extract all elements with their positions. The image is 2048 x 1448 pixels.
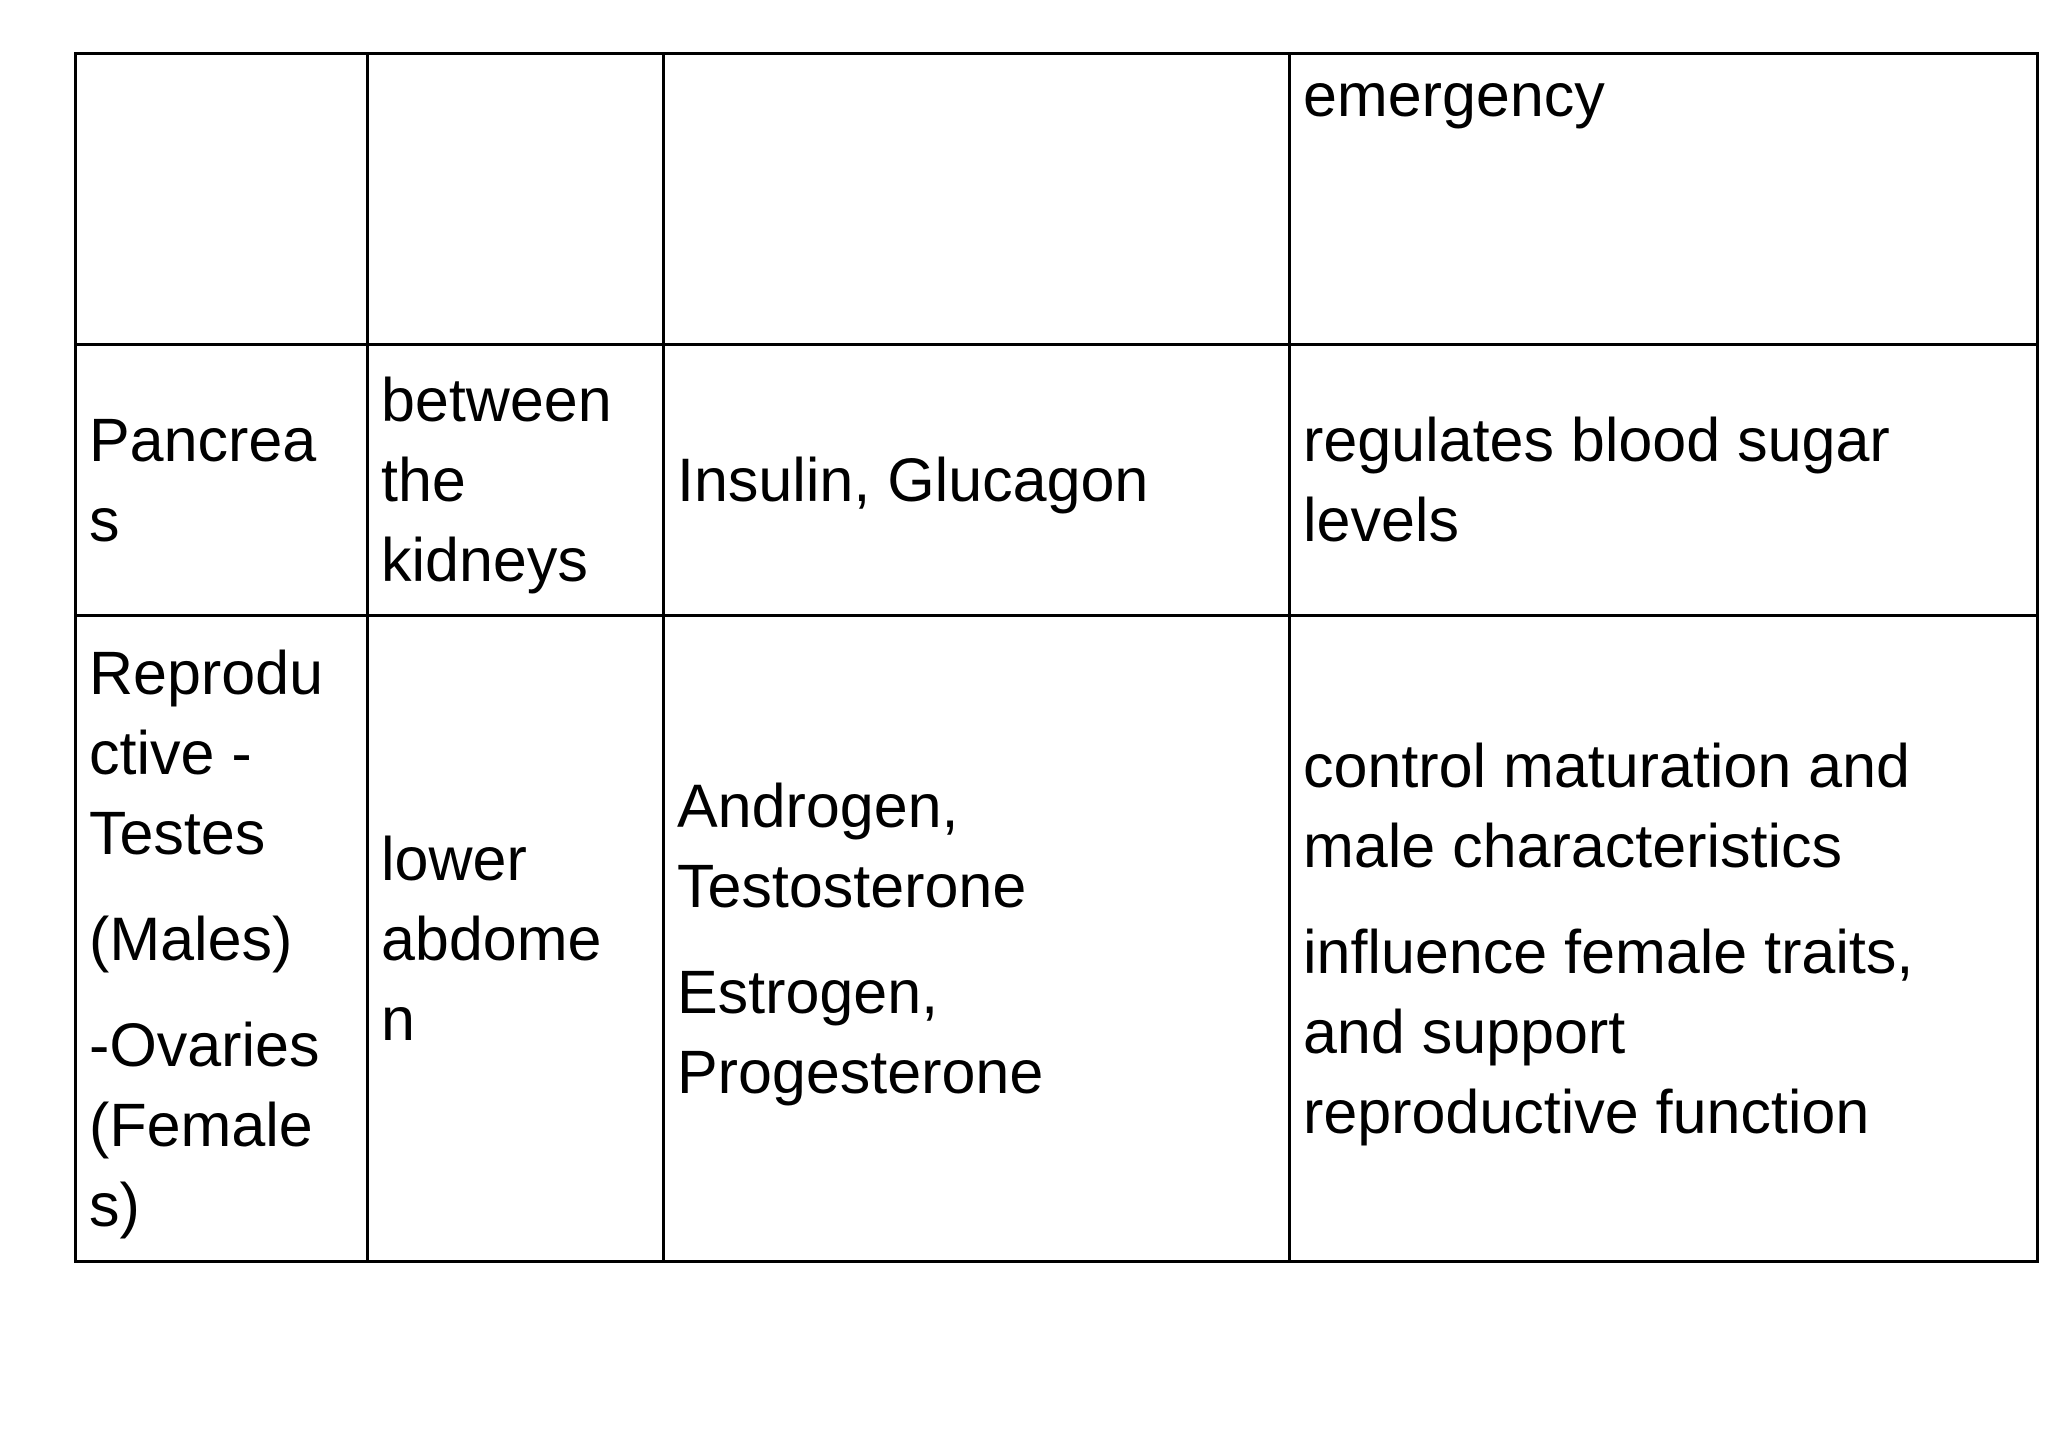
- gland-paragraph: [89, 899, 356, 979]
- hormones-text: Insulin, Glucagon: [677, 446, 1149, 514]
- location-text: kidneys: [381, 526, 588, 594]
- function-text: regulates blood sugar: [1303, 406, 1890, 474]
- hormones-cell: [664, 345, 1290, 616]
- function-cell: [1290, 616, 2038, 1262]
- gland-cell: [76, 616, 368, 1262]
- gland-paragraph: [89, 1005, 356, 1245]
- hormones-cell: [664, 616, 1290, 1262]
- hormones-text: Androgen,: [677, 771, 959, 840]
- gland-text: -Ovaries: [89, 1010, 320, 1079]
- gland-text: ctive -: [89, 718, 252, 787]
- gland-cell: [76, 54, 368, 345]
- hormones-text: Estrogen,: [677, 957, 939, 1026]
- location-text: between: [381, 366, 612, 434]
- function-text: reproductive function: [1303, 1077, 1870, 1146]
- hormones-paragraph: [677, 766, 1278, 926]
- hormones-paragraph: [677, 952, 1278, 1112]
- gland-text: Testes: [89, 798, 266, 867]
- location-cell: [368, 345, 664, 616]
- function-cell: [1290, 54, 2038, 345]
- table-row: [76, 616, 2038, 1262]
- location-text: the: [381, 446, 466, 514]
- function-text: male characteristics: [1303, 811, 1842, 880]
- location-cell: [368, 54, 664, 345]
- hormones-text: Progesterone: [677, 1037, 1044, 1106]
- gland-text: s: [89, 486, 120, 554]
- hormones-text: Testosterone: [677, 851, 1027, 920]
- gland-paragraph: [89, 633, 356, 873]
- gland-text: Pancrea: [89, 406, 317, 474]
- endocrine-glands-table: [74, 52, 2039, 1263]
- function-text: influence female traits,: [1303, 917, 1914, 986]
- function-text: emergency: [1303, 61, 1605, 129]
- function-paragraph: [1303, 726, 2026, 886]
- gland-text: (Males): [89, 904, 293, 973]
- location-cell: [368, 616, 664, 1262]
- location-text: n: [381, 984, 415, 1053]
- gland-text: Reprodu: [89, 638, 323, 707]
- table-row: [76, 345, 2038, 616]
- function-paragraph: [1303, 912, 2026, 1152]
- function-text: levels: [1303, 486, 1459, 554]
- table-row: [76, 54, 2038, 345]
- hormones-cell: [664, 54, 1290, 345]
- gland-text: s): [89, 1170, 140, 1239]
- gland-text: (Female: [89, 1090, 313, 1159]
- function-cell: [1290, 345, 2038, 616]
- gland-cell: [76, 345, 368, 616]
- location-text: lower: [381, 824, 527, 893]
- location-text: abdome: [381, 904, 602, 973]
- function-text: and support: [1303, 997, 1626, 1066]
- function-text: control maturation and: [1303, 731, 1910, 800]
